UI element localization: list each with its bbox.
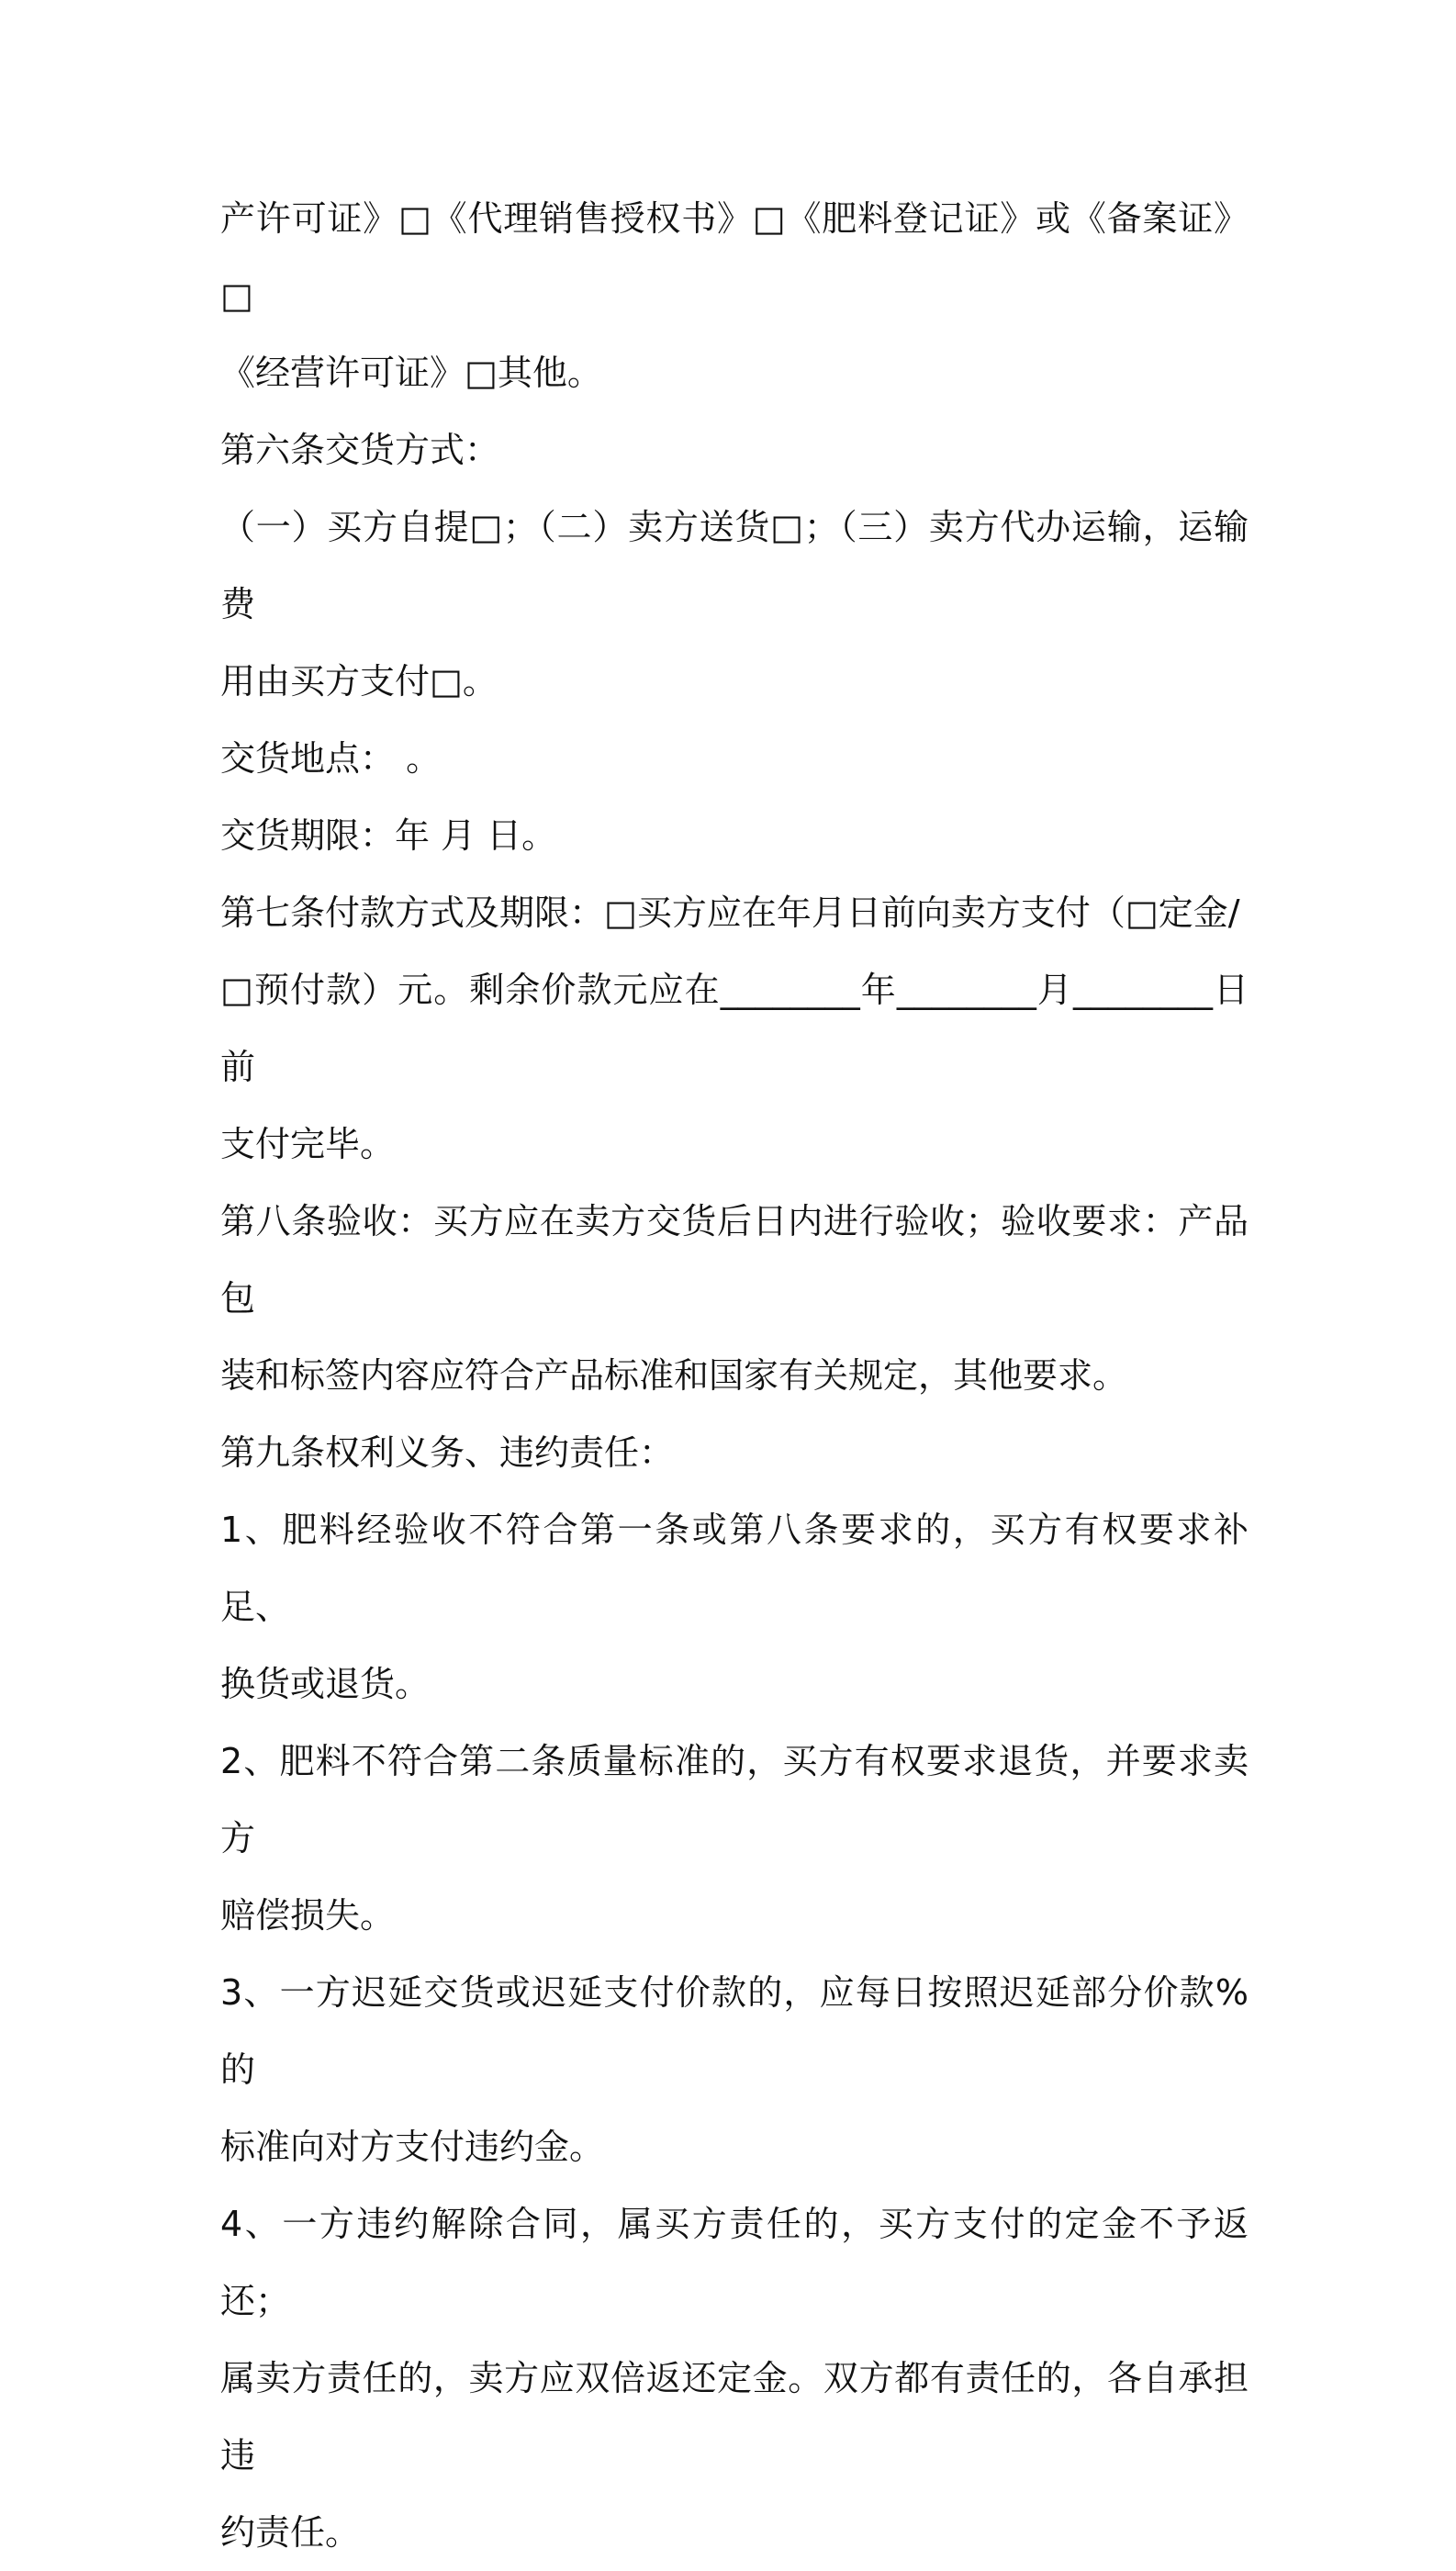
text-line: 约责任。 bbox=[220, 2512, 361, 2553]
text-line: 交货地点： 。 bbox=[220, 738, 442, 779]
text-line: 2、肥料不符合第二条质量标准的，买方有权要求退货，并要求卖方 bbox=[220, 1741, 1249, 1858]
text-line: 支付完毕。 bbox=[220, 1124, 396, 1164]
text-line: 4、一方违约解除合同，属买方责任的，买方支付的定金不予返还； bbox=[220, 2204, 1249, 2321]
text-line: 产许可证》□《代理销售授权书》□《肥料登记证》或《备案证》□ bbox=[220, 198, 1249, 316]
text-line: 换货或退货。 bbox=[220, 1664, 431, 1704]
text-line: 《经营许可证》□其他。 bbox=[220, 353, 602, 393]
text-line: （一）买方自提□；（二）卖方送货□；（三）卖方代办运输，运输费 bbox=[220, 507, 1249, 624]
text-line: 第七条付款方式及期限：□买方应在年月日前向卖方支付（□定金/ bbox=[220, 893, 1240, 933]
text-line: 赔偿损失。 bbox=[220, 1895, 396, 1936]
text-line: 第九条权利义务、违约责任： bbox=[220, 1432, 675, 1473]
text-line: 3、一方迟延交货或迟延支付价款的，应每日按照迟延部分价款%的 bbox=[220, 1972, 1249, 2090]
text-line: 属卖方责任的，卖方应双倍返还定金。双方都有责任的，各自承担违 bbox=[220, 2358, 1249, 2476]
text-line: 1、肥料经验收不符合第一条或第八条要求的，买方有权要求补足、 bbox=[220, 1510, 1249, 1627]
text-line: 用由买方支付□。 bbox=[220, 661, 498, 702]
document-body bbox=[220, 180, 1249, 2571]
text-line: 装和标签内容应符合产品标准和国家有关规定，其他要求。 bbox=[220, 1355, 1128, 1396]
text-line: 第八条验收：买方应在卖方交货后日内进行验收；验收要求：产品包 bbox=[220, 1201, 1249, 1319]
text-line: 第六条交货方式： bbox=[220, 430, 500, 470]
text-line: □预付款）元。剩余价款元应在________年________月________日前 bbox=[220, 970, 1249, 1087]
text-line: 标准向对方支付违约金。 bbox=[220, 2127, 605, 2167]
text-line: 交货期限：年 月 日。 bbox=[220, 815, 557, 856]
